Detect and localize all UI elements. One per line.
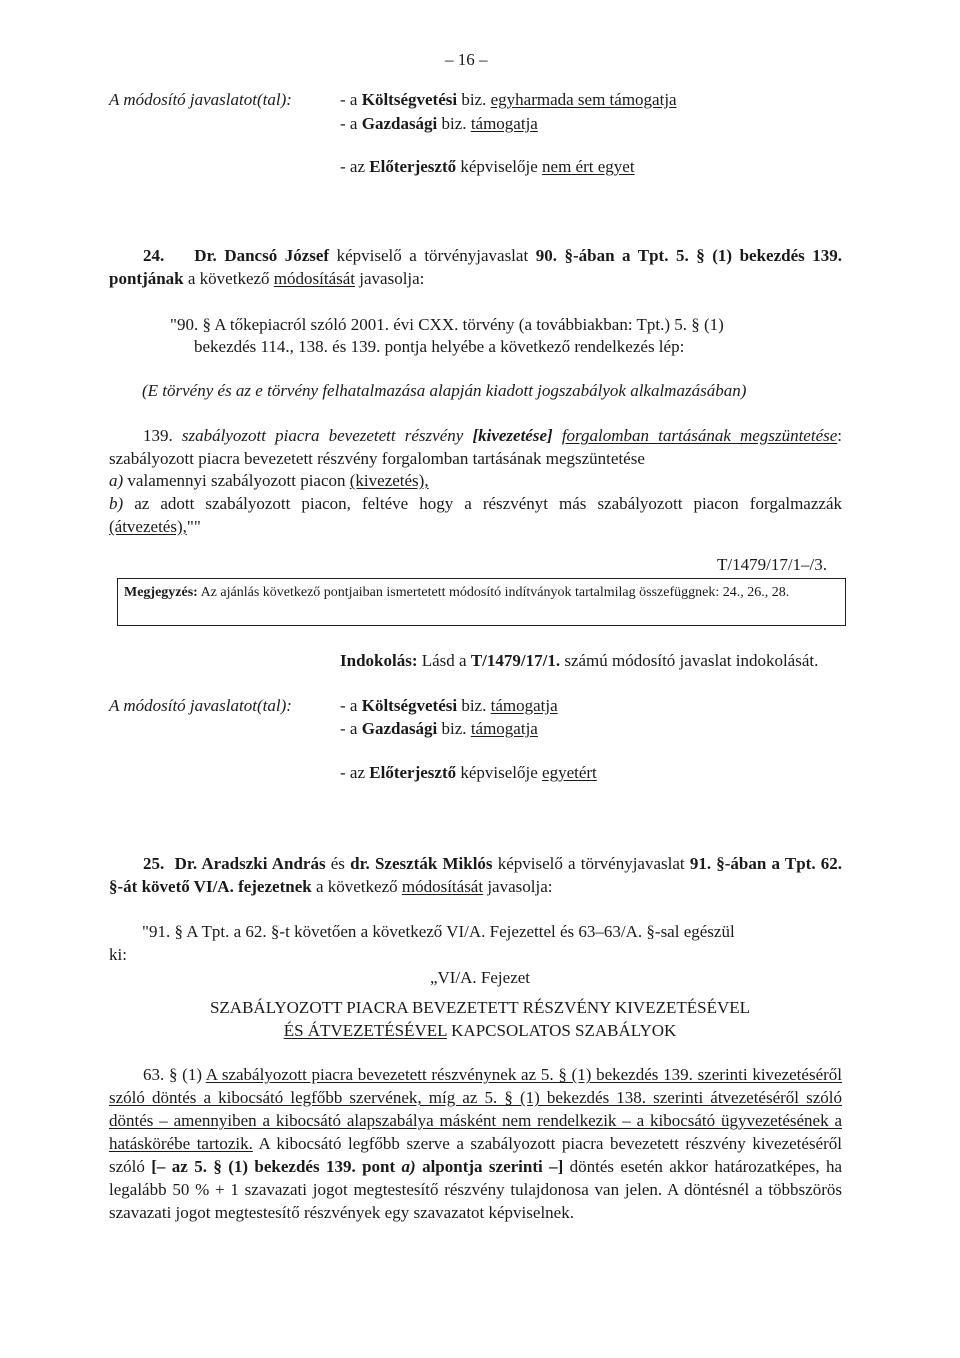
definition-139-a: a) valamennyi szabályozott piacon (kivezetés), (109, 471, 429, 490)
item-25-intro: 25. Dr. Aradszki András és dr. Szeszták Miklós képviselő a törvényjavaslat 91. §-ában a Tpt. 62. §-át követő VI/A. fejezetnek a következő módosítását javasolja: (109, 854, 842, 896)
item-25-quote-line-2: ki: (109, 945, 127, 964)
committee-budget-position: - a Költségvetési biz. egyharmada sem támogatja (340, 90, 677, 109)
chapter-heading-line-2: ÉS ÁTVEZETÉSÉVEL KAPCSOLATOS SZABÁLYOK (283, 1021, 677, 1040)
proposer-position: - az Előterjesztő képviselője nem ért egyet (340, 157, 635, 176)
item-24-intro: 24. Dr. Dancsó József képviselő a törvényjavaslat 90. §-ában a Tpt. 5. § (1) bekezdés 139. pontjának a következő módosítását javasolja: (109, 246, 842, 288)
page-number: – 16 – (445, 50, 488, 69)
item-24-quote-line-2: bekezdés 114., 138. és 139. pontja helyébe a következő rendelkezés lép: (194, 337, 685, 356)
proposer-position: - az Előterjesztő képviselője egyetért (340, 763, 597, 782)
committee-economic-position: - a Gazdasági biz. támogatja (340, 719, 538, 738)
committee-budget-position: - a Költségvetési biz. támogatja (340, 696, 558, 715)
document-reference: T/1479/17/1–/3. (717, 555, 828, 574)
definition-139: 139. szabályozott piacra bevezetett részvény [kivezetése] forgalomban tartásának megszüntetése: szabályozott piacra bevezetett részvény forgalomban tartásának megszüntetése (109, 426, 843, 468)
item-24-quote-line-1: "90. § A tőkepiacról szóló 2001. évi CXX. törvény (a továbbiakban: Tpt.) 5. § (1) (170, 315, 724, 334)
definition-139-b: b) az adott szabályozott piacon, feltéve hogy a részvényt más szabályozott piacon forgalmazzák (átvezetés),"" (109, 494, 842, 536)
item-25-quote-line-1: "91. § A Tpt. a 62. §-t követően a következő VI/A. Fejezettel és 63–63/A. §-sal egészül (142, 922, 735, 941)
note-box: Megjegyzés: Az ajánlás következő pontjaiban ismertetett módosító indítványok tartalmilag összefüggnek: 24., 26., 28. (117, 578, 846, 626)
law-scope-intro: (E törvény és az e törvény felhatalmazása alapján kiadott jogszabályok alkalmazásában) (142, 381, 747, 400)
amendment-position-label: A módosító javaslatot(tal): (109, 90, 292, 109)
chapter-title: „VI/A. Fejezet (429, 968, 531, 987)
section-63-paragraph-1: 63. § (1) A szabályozott piacra bevezetett részvénynek az 5. § (1) bekezdés 139. szerinti kivezetéséről szóló döntés a kibocsátó legfőbb szervének, míg az 5. § (1) bekezdés 138. szerinti átvezetéséről szóló döntés – amennyiben a kibocsátó alapszabálya másként nem rendelkezik – a kibocsátó ügyvezetésének a hatáskörébe tartozik. A kibocsátó legfőbb szerve a szabályozott piacra bevezetett részvény kivezetéséről szóló [– az 5. § (1) bekezdés 139. pont a) alpontja szerinti –] döntés esetén akkor határozatképes, ha legalább 50 % + 1 szavazati jogot megtestesítő részvény tulajdonosa van jelen. A döntésnél a többszörös szavazati jogot megtestesítő részvények egy szavazatot képviselnek. (109, 1065, 842, 1222)
chapter-heading-line-1: SZABÁLYOZOTT PIACRA BEVEZETETT RÉSZVÉNY KIVEZETÉSÉVEL (209, 998, 751, 1017)
justification: Indokolás: Lásd a T/1479/17/1. számú módosító javaslat indokolását. (340, 651, 819, 670)
amendment-position-label: A módosító javaslatot(tal): (109, 696, 292, 715)
committee-economic-position: - a Gazdasági biz. támogatja (340, 114, 538, 133)
